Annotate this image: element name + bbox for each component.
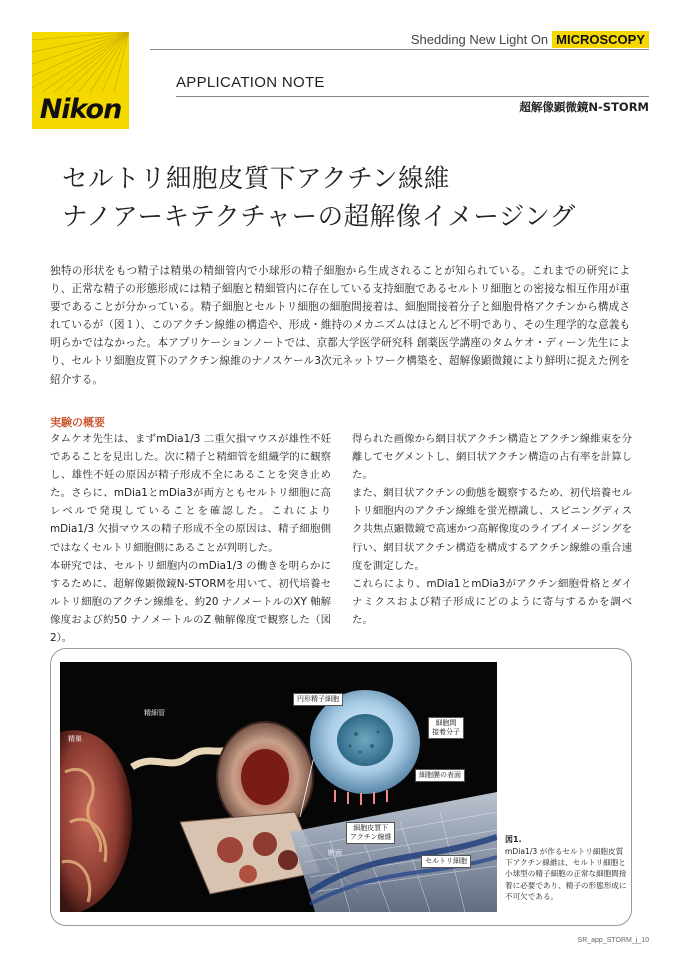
label-cell-surface: 細胞膜の表面 [415,769,465,782]
figure-illustration [60,662,497,912]
nikon-logo [32,32,129,129]
body-column-left [50,430,331,647]
title-line-1: セルトリ細胞皮質下アクチン線維 [62,164,450,194]
brand-tagline [411,31,649,48]
section-heading: 実験の概要 [50,416,105,429]
header-rule-top [150,49,649,50]
label-round-spermatid: 円形精子細胞 [293,693,343,706]
body-paragraph: これらにより、mDia1とmDia3がアクチン細胞骨格とダイナミクスおよび精子形成にどのように寄与するかを調べた。 [352,577,632,626]
label-section: 断面 [328,849,342,857]
label-sertoli-cell: セルトリ細胞 [421,855,471,868]
body-paragraph: タムケオ先生は、まずmDia1/3 二重欠損マウスが雄性不妊であることを見出した。次に精子と精細管を組織学的に観察し、雄性不妊の原因が精子形成不全にあることを突き止めた。さらに、mDia1とmDia3が両方ともセルトリ細胞に高レベルで発現していることを確認した。これによりmDia1/3 欠損マウスの精子形成不全の原因は、精子細胞側ではなくセルトリ細胞側にあることが判明した。 [50,433,331,554]
page-title [62,160,649,236]
figure-caption: mDia1/3 が作るセルトリ細胞皮質下アクチン線維は、セルトリ細胞と小球型の精子細胞の正常な細胞間接着に必要であり、精子の形態形成に不可欠である。 [505,847,627,901]
tagline-text: Shedding New Light On [410,32,549,47]
header-rule-mid [176,96,649,97]
tagline-highlight: MICROSCOPY [552,31,649,48]
body-paragraph: 得られた画像から網目状アクチン構造とアクチン線維束を分離してセグメントし、網目状アクチン構造の占有率を計算した。 [352,433,632,482]
figure-caption-number: 図1. [505,835,522,844]
label-cortical-actin: 細胞皮質下 アクチン線維 [346,822,395,844]
title-line-2: ナノアーキテクチャーの超解像イメージング [62,202,576,232]
intro-paragraph: 独特の形状をもつ精子は精巣の精細管内で小球形の精子細胞から生成されることが知られている。これまでの研究により、正常な精子の形態形成には精子細胞と精細管内に存在している支持細胞であるセルトリ細胞との密接な相互作用が重要であることが分かっている。精子細胞とセルトリ細胞の細胞間接着は、細胞間接着分子と細胞骨格アクチンから構成されているが（図１）、このアクチン線維の構造や、形成・維持のメカニズムはほとんど不明であり、その生理学的な意義も明らかではなかった。本アプリケーションノートでは、京都大学医学研究科 創薬医学講座のタムケオ・ディーン先生により、セルトリ細胞皮質下のアクチン線維のナノスケール3次元ネットワーク構築を、超解像顕微鏡により鮮明に捉えた例を紹介する。 [50,265,630,386]
body-column-right [352,430,632,629]
label-seminiferous-tubule: 精細管 [144,709,165,717]
label-testis: 精巣 [68,735,82,743]
logo-wordmark: Nikon [39,94,122,125]
product-name: 超解像顕微鏡N-STORM [519,100,649,114]
label-adhesion-molecule: 細胞間 接着分子 [428,717,464,739]
application-note-label: APPLICATION NOTE [176,74,325,91]
figure-artwork [60,662,497,912]
body-paragraph: 本研究では、セルトリ細胞内のmDia1/3 の働きを明らかにするために、超解像顕微鏡N-STORMを用いて、初代培養セルトリ細胞のアクチン線維を、約20 ナノメートルのXY 軸解像度および約50 ナノメートルのZ 軸解像度で観察した（図2）。 [50,559,331,645]
document-code: SR_app_STORM_j_10 [577,937,649,944]
body-paragraph: また、網目状アクチンの動態を観察するため、初代培養セルトリ細胞内のアクチン線維を蛍光標識し、スピニングディスク共焦点顕微鏡で高速かつ高解像度のライブイメージングを行い、網目状アクチン構造を構成するアクチン線維の重合速度を測定した。 [352,487,632,572]
